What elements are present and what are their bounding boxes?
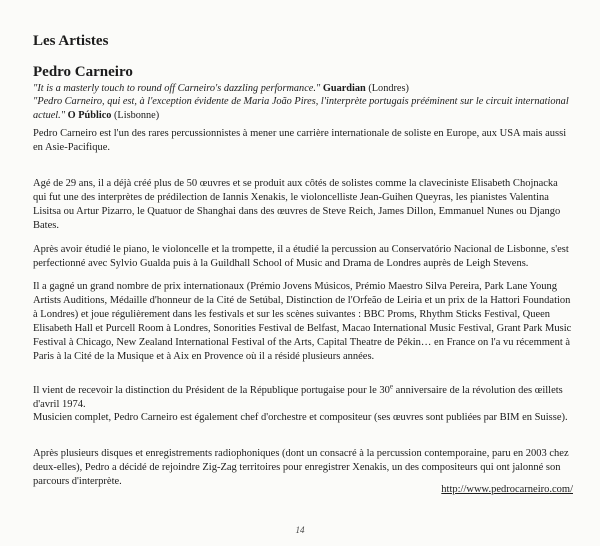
quote-text: "Pedro Carneiro, qui est, à l'exception évidente de Maria João Pires, l'interprète portugais prééminent sur le circuit international actuel." xyxy=(33,96,569,121)
page-number: 14 xyxy=(295,525,305,535)
quote-source: O Público xyxy=(67,109,112,121)
paragraph-awards: Il a gagné un grand nombre de prix internationaux (Prémio Jovens Músicos, Prémio Maestro Silva Pereira, Park Lane Young Artists Auditions, Médaille d'honneur de la Cité de Setúbal, Distinction de l'Orfeão de Leiria et un prix de la Hattori Foundation à Londres) et joue régulièrement dans les festivals et sur les scènes suivantes : BBC Proms, Rhythm Sticks Festival, Queen Elisabeth Hall et Purcell Room à Londres, Sonorities Festival de Belfast, Macao International Music Festival, Grant Park Music Festival à Chicago, New Zealand International Festival of the Arts, Capital Theatre de Pékin… en France on l'a vu récemment à Paris à la Cité de la Musique et à Aix en Provence où il a résidé plusieurs années. xyxy=(33,281,572,362)
distinction-text-end: anniversaire de la révolution des œillets d'avril 1974. xyxy=(33,385,563,410)
distinction-text-start: Il vient de recevoir la distinction du Président de la République portugaise pour le xyxy=(33,385,380,396)
ordinal-suffix: e xyxy=(389,382,394,391)
website-link[interactable]: http://www.pedrocarneiro.com/ xyxy=(441,484,573,495)
quote-text: "It is a masterly touch to round off Carneiro's dazzling performance." xyxy=(33,83,321,94)
paragraph-collaborations: Agé de 29 ans, il a déjà créé plus de 50 œuvres et se produit aux côtés de solistes comme la claveciniste Elisabeth Chojnacka qui fut une des interprètes de prédilection de Iannis Xenakis, le violoncelliste Jean-Guihen Queyras, les pianistes Valentina Lisitsa ou Artur Pizarro, le Quatuor de Shanghai dans des œuvres de Steve Reich, James Dillon, Emmanuel Nunes ou Django Bates. xyxy=(33,178,561,231)
anniversary-number: 30 xyxy=(379,385,390,396)
artist-name: Pedro Carneiro xyxy=(33,64,133,80)
paragraph-composer: Musicien complet, Pedro Carneiro est également chef d'orchestre et compositeur (ses œuvres sont publiées par BIM en Suisse). xyxy=(33,412,568,423)
section-title: Les Artistes xyxy=(33,33,109,49)
press-quotes xyxy=(33,82,573,122)
press-quote xyxy=(33,95,573,122)
url-line xyxy=(33,484,573,495)
quote-source: Guardian xyxy=(322,83,366,94)
quote-location: (Lisbonne) xyxy=(114,109,160,121)
press-quote xyxy=(33,82,573,95)
paragraph-distinction xyxy=(33,384,573,412)
paragraph-intro: Pedro Carneiro est l'un des rares percussionnistes à mener une carrière internationale de soliste en Europe, aux USA mais aussi en Asie-Pacifique. xyxy=(33,128,567,153)
quote-location: (Londres) xyxy=(368,83,409,94)
paragraph-education: Après avoir étudié le piano, le violoncelle et la trompette, il a étudié la percussion au Conservatório Nacional de Lisbonne, s'est perfectionné avec Sylvio Gualda puis à la Guildhall School of Music and Drama de Londres auprès de Leigh Stevens. xyxy=(33,244,569,269)
paragraph-recordings: Après plusieurs disques et enregistrements radiophoniques (dont un consacré à la percussion contemporaine, paru en 2003 chez deux-elles), Pedro a décidé de rejoindre Zig-Zag territoires pour enregistrer Xenakis, un des compositeurs qui ont jalonné son parcours d'interprète. xyxy=(33,448,569,487)
